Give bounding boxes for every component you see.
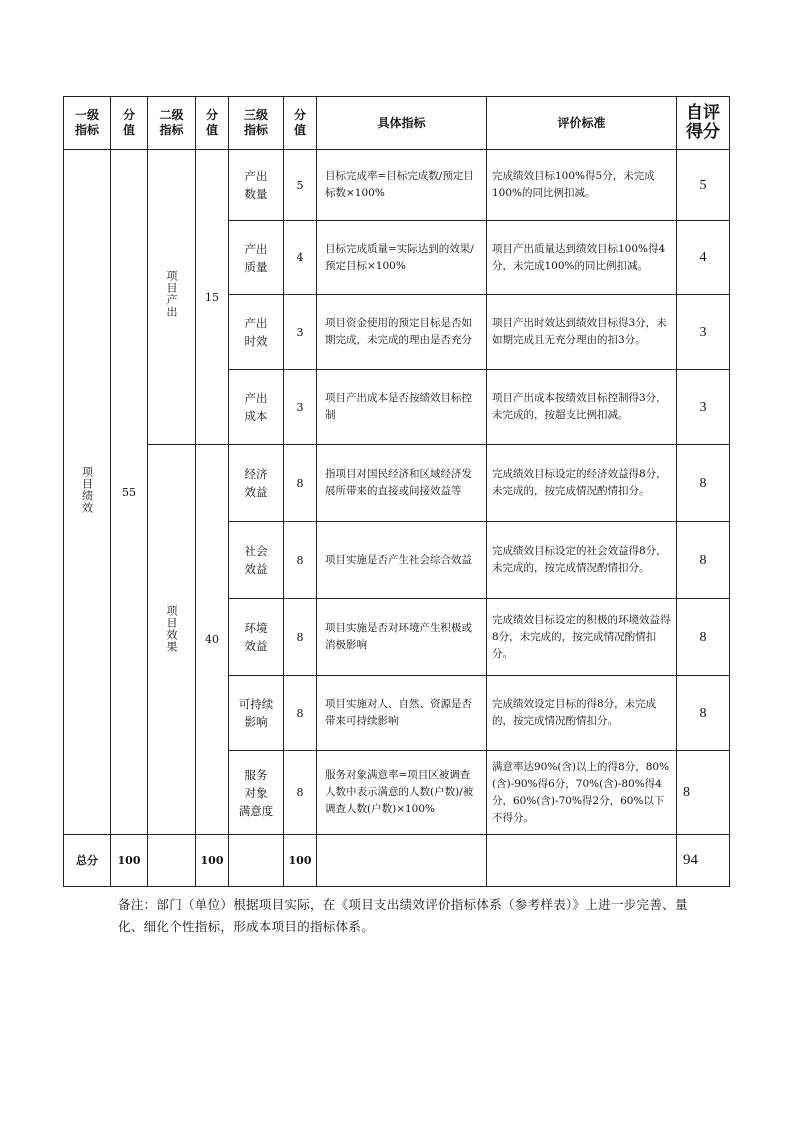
- level3-score: 8: [284, 522, 317, 599]
- indicator-cell: 目标完成质量=实际达到的效果/预定目标×100%: [317, 221, 487, 295]
- total-empty: [148, 835, 196, 887]
- self-score-cell: 3: [677, 295, 730, 370]
- header-score1: 分 值: [111, 97, 148, 150]
- header-level2: 二级 指标: [148, 97, 196, 150]
- performance-table: [63, 96, 730, 887]
- total-empty: [317, 835, 487, 887]
- self-score-cell: 8: [677, 751, 730, 835]
- criteria-cell: 完成绩效目标100%得5分，未完成100%的同比例扣减。: [487, 150, 677, 221]
- level3-cell: 产出 成本: [229, 370, 284, 445]
- level3-score: 8: [284, 445, 317, 522]
- level3-cell: 社会 效益: [229, 522, 284, 599]
- criteria-cell: 完成绩效目标设定的积极的环境效益得8分，未完成的，按完成情况酌情扣分。: [487, 599, 677, 676]
- level3-score: 4: [284, 221, 317, 295]
- level3-cell: 经济 效益: [229, 445, 284, 522]
- total-self-score: 94: [677, 835, 730, 887]
- criteria-cell: 项目产出时效达到绩效目标得3分，未如期完成且无充分理由的扣3分。: [487, 295, 677, 370]
- level3-cell: 产出 时效: [229, 295, 284, 370]
- level3-score: 3: [284, 370, 317, 445]
- self-score-cell: 4: [677, 221, 730, 295]
- self-score-cell: 5: [677, 150, 730, 221]
- level3-score: 3: [284, 295, 317, 370]
- header-indicator: 具体指标: [317, 97, 487, 150]
- level1-score: 55: [111, 150, 148, 835]
- footnote: 备注：部门（单位）根据项目实际，在《项目支出绩效评价指标体系（参考样表）》上进一步完善、量化、细化个性指标，形成本项目的指标体系。: [118, 897, 688, 934]
- level3-score: 8: [284, 676, 317, 751]
- indicator-cell: 指项目对国民经济和区域经济发展所带来的直接或间接效益等: [317, 445, 487, 522]
- level1-cell: 项目绩效: [64, 150, 111, 835]
- criteria-cell: 完成绩效目标设定的经济效益得8分，未完成的，按完成情况酌情扣分。: [487, 445, 677, 522]
- table-row: [64, 445, 730, 522]
- criteria-cell: 完成绩效目标设定的社会效益得8分，未完成的，按完成情况酌情扣分。: [487, 522, 677, 599]
- header-level3: 三级 指标: [229, 97, 284, 150]
- indicator-cell: 服务对象满意率=项目区被调查人数中表示满意的人数(户数)/被调查人数(户数)×100%: [317, 751, 487, 835]
- self-score-cell: 8: [677, 522, 730, 599]
- header-self-score: 自评 得分: [677, 97, 730, 150]
- total-row: [64, 835, 730, 887]
- indicator-cell: 项目资金使用的预定目标是否如期完成，未完成的理由是否充分: [317, 295, 487, 370]
- header-row: [64, 97, 730, 150]
- total-score1: 100: [111, 835, 148, 887]
- header-score2: 分 值: [196, 97, 229, 150]
- level3-cell: 产出 质量: [229, 221, 284, 295]
- indicator-cell: 项目实施对人、自然、资源是否带来可持续影响: [317, 676, 487, 751]
- criteria-cell: 完成绩效设定目标的得8分，未完成的，按完成情况酌情扣分。: [487, 676, 677, 751]
- level3-cell: 产出 数量: [229, 150, 284, 221]
- criteria-cell: 项目产出质量达到绩效目标100%得4分，未完成100%的同比例扣减。: [487, 221, 677, 295]
- self-score-cell: 8: [677, 676, 730, 751]
- group-effect-score: 40: [196, 445, 229, 835]
- header-criteria: 评价标准: [487, 97, 677, 150]
- level3-cell: 可持续 影响: [229, 676, 284, 751]
- level3-cell: 环境 效益: [229, 599, 284, 676]
- total-score3: 100: [284, 835, 317, 887]
- self-score-cell: 8: [677, 445, 730, 522]
- total-score2: 100: [196, 835, 229, 887]
- level3-score: 8: [284, 751, 317, 835]
- group-output-score: 15: [196, 150, 229, 445]
- total-empty: [487, 835, 677, 887]
- level3-score: 8: [284, 599, 317, 676]
- self-score-cell: 3: [677, 370, 730, 445]
- table-row: [64, 150, 730, 221]
- level3-cell: 服务 对象 满意度: [229, 751, 284, 835]
- level3-score: 5: [284, 150, 317, 221]
- indicator-cell: 项目产出成本是否按绩效目标控制: [317, 370, 487, 445]
- group-effect-cell: 项目效果: [148, 445, 196, 835]
- indicator-cell: 项目实施是否产生社会综合效益: [317, 522, 487, 599]
- group-output-cell: 项目产出: [148, 150, 196, 445]
- indicator-cell: 目标完成率=目标完成数/预定目标数×100%: [317, 150, 487, 221]
- criteria-cell: 满意率达90%(含)以上的得8分，80%(含)-90%得6分，70%(含)-80%得4分，60%(含)-70%得2分，60%以下不得分。: [487, 751, 677, 835]
- self-score-cell: 8: [677, 599, 730, 676]
- total-empty: [229, 835, 284, 887]
- total-label: 总分: [64, 835, 111, 887]
- header-score3: 分 值: [284, 97, 317, 150]
- header-level1: 一级 指标: [64, 97, 111, 150]
- indicator-cell: 项目实施是否对环境产生积极或消极影响: [317, 599, 487, 676]
- criteria-cell: 项目产出成本按绩效目标控制得3分，未完成的，按超支比例扣减。: [487, 370, 677, 445]
